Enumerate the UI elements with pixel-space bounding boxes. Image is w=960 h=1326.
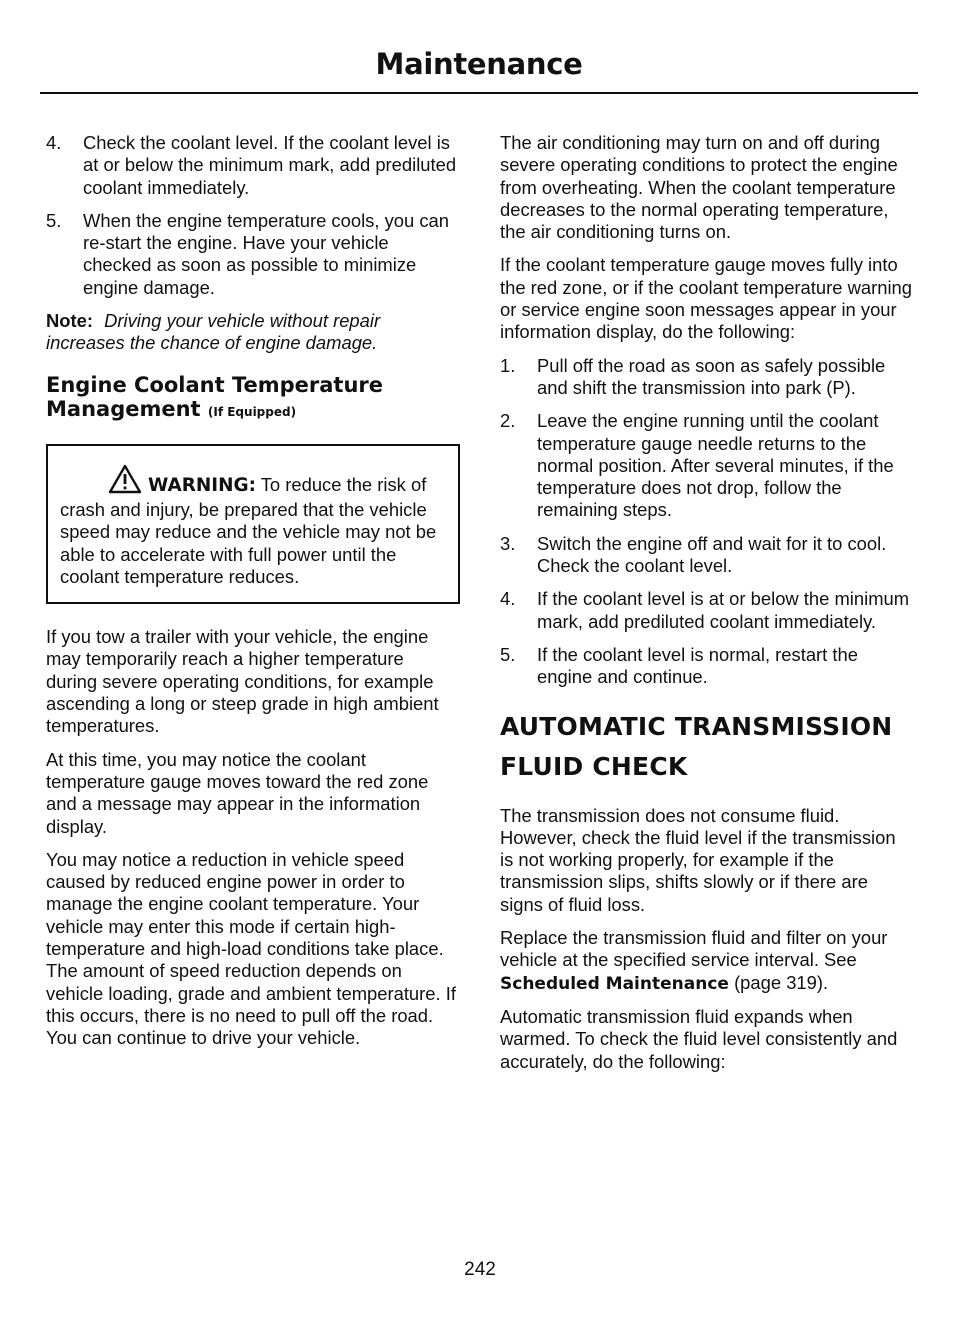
step-text: Switch the engine off and wait for it to cool. Check the coolant level. xyxy=(537,532,887,577)
list-item xyxy=(500,644,912,689)
left-column xyxy=(46,132,458,1061)
step-text: Leave the engine running until the coolant temperature gauge needle returns to the normal position. After several minutes, if the temperature does not drop, follow the remaining steps. xyxy=(537,410,894,521)
step-number: 5. xyxy=(500,643,516,665)
note-label: Note: xyxy=(46,310,93,332)
subheading-suffix: (If Equipped) xyxy=(207,404,297,419)
page-number: 242 xyxy=(464,1259,496,1280)
paragraph: The transmission does not consume fluid. However, check the fluid level if the transmission is not working properly, for example if the transmission slips, shifts slowly or if there are signs of fluid loss. xyxy=(500,804,896,915)
header-divider xyxy=(40,92,918,94)
list-item xyxy=(46,210,458,299)
warning-label: WARNING: xyxy=(148,474,256,496)
scheduled-maintenance-link[interactable]: Scheduled Maintenance xyxy=(500,973,729,994)
subheading xyxy=(46,373,458,424)
step-text: Pull off the road as soon as safely possible and shift the transmission into park (P). xyxy=(537,354,886,398)
step-number: 5. xyxy=(46,209,62,231)
warning-box xyxy=(46,444,460,604)
subheading-text: Engine Coolant Temperature Management xyxy=(46,372,384,421)
page-reference: (page 319). xyxy=(734,971,829,993)
paragraph: At this time, you may notice the coolant temperature gauge moves toward the red zone and a message may appear in the information display. xyxy=(46,748,429,837)
step-number: 3. xyxy=(500,532,516,554)
warning-triangle-icon xyxy=(108,464,142,499)
page-header xyxy=(40,40,918,94)
paragraph: The air conditioning may turn on and off during severe operating conditions to protect the engine from overheating. When the coolant temperature decreases to the normal operating temperature, the air conditioning turns on. xyxy=(500,132,898,243)
steps-list-top xyxy=(46,132,458,299)
step-text: When the engine temperature cools, you can re-start the engine. Have your vehicle checked as soon as possible to minimize engine damage. xyxy=(83,209,449,298)
step-text: If the coolant level is normal, restart the engine and continue. xyxy=(537,643,858,688)
paragraph: You may notice a reduction in vehicle speed caused by reduced engine power in order to manage the engine coolant temperature. Your vehicle may enter this mode if certain high-temperature and high-load conditions take place. The amount of speed reduction depends on vehicle loading, grade and ambient temperature. If this occurs, there is no need to pull off the road. You can continue to drive your vehicle. xyxy=(46,848,456,1049)
step-text: If the coolant level is at or below the minimum mark, add prediluted coolant immediately. xyxy=(537,588,910,632)
step-number: 1. xyxy=(500,354,516,376)
step-number: 2. xyxy=(500,410,516,432)
paragraph: If you tow a trailer with your vehicle, the engine may temporarily reach a higher temperature during severe operating conditions, for example ascending a long or steep grade in high ambient temperatures. xyxy=(46,626,439,737)
list-item xyxy=(500,533,912,578)
steps-list xyxy=(500,355,912,689)
step-number: 4. xyxy=(500,588,516,610)
paragraph: Automatic transmission fluid expands when warmed. To check the fluid level consistently and accurately, do the following: xyxy=(500,1005,898,1072)
step-text: Check the coolant level. If the coolant level is at or below the minimum mark, add prediluted coolant immediately. xyxy=(83,132,457,198)
step-number: 4. xyxy=(46,132,62,153)
paragraph-with-reference xyxy=(500,927,912,995)
section-heading: AUTOMATIC TRANSMISSION FLUID CHECK xyxy=(500,711,893,781)
note xyxy=(46,310,458,355)
list-item xyxy=(46,132,458,199)
note-text: Driving your vehicle without repair increases the chance of engine damage. xyxy=(46,310,381,354)
list-item xyxy=(500,355,912,400)
paragraph: If the coolant temperature gauge moves fully into the red zone, or if the coolant temperature warning or service engine soon messages appear in your information display, do the following: xyxy=(500,254,912,343)
list-item xyxy=(500,588,912,633)
right-column xyxy=(500,132,912,1084)
warning-text: To reduce the risk of crash and injury, be prepared that the vehicle speed may reduce and the vehicle may not be able to accelerate with full power until the coolant temperature reduces. xyxy=(60,473,437,587)
page-title: Maintenance xyxy=(375,47,583,81)
reference-text: Replace the transmission fluid and filter on your vehicle at the specified service interval. See xyxy=(500,927,888,971)
list-item xyxy=(500,410,912,521)
